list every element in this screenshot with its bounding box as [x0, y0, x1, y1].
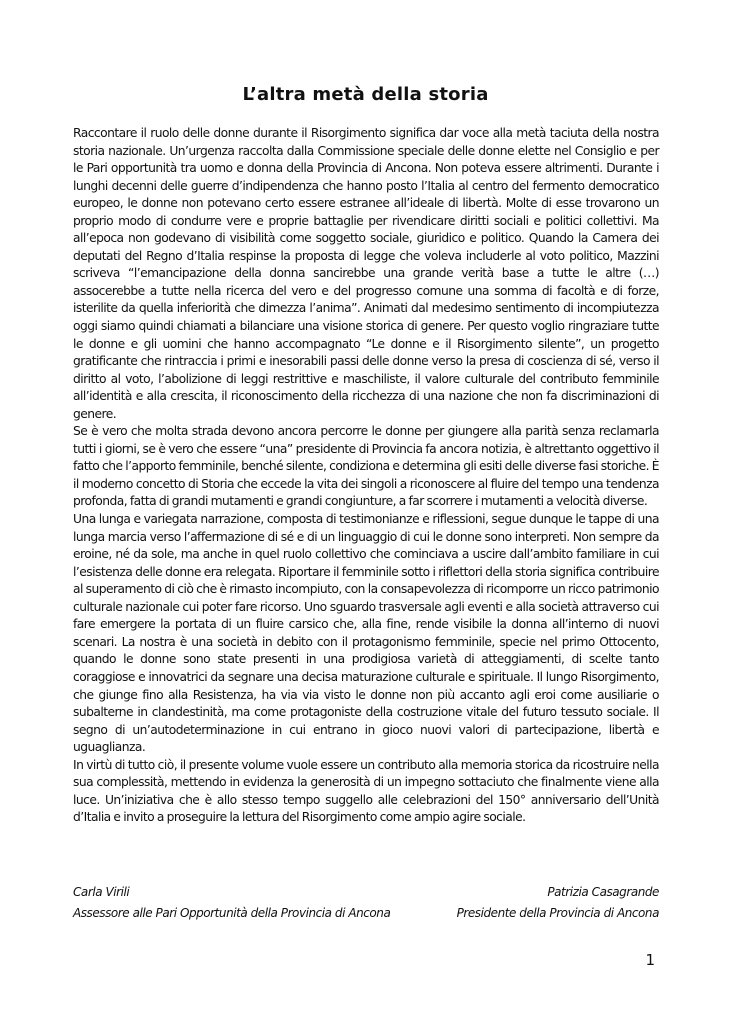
signature-name-row	[73, 882, 659, 903]
signature-left-name: Carla Virili	[73, 885, 130, 899]
signature-right-role: Presidente della Provincia di Ancona	[456, 906, 659, 920]
page-title: L’altra metà della storia	[242, 84, 489, 105]
signature-left-role: Assessore alle Pari Opportunità della Provincia di Ancona	[73, 906, 391, 920]
signature-block	[73, 882, 659, 924]
page-number: 1	[645, 951, 655, 969]
paragraph-1: Raccontare il ruolo delle donne durante il Risorgimento significa dar voce alla metà taciuta della nostra storia nazionale. Un’urgenza raccolta dalla Commissione speciale delle donne elette nel Consiglio e per le Pari opportunità tra uomo e donna della Provincia di Ancona. Non poteva essere altrimenti. Durante i lunghi decenni delle guerre d’indipendenza che hanno posto l’Italia al centro del fermento democratico europeo, le donne non potevano certo essere estranee all’ideale di libertà. Molte di esse trovarono un proprio modo di condurre vere e proprie battaglie per rivendicare diritti sociali e politici collettivi. Ma all’epoca non godevano di visibilità come soggetto sociale, giuridico e politico. Quando la Camera dei deputati del Regno d’Italia respinse la proposta di legge che voleva includerle al voto politico, Mazzini scriveva “l’emancipazione della donna sancirebbe una grande verità base a tutte le altre (…) assocerebbe a tutte nella ricerca del vero e del progresso comune una somma di facoltà e di forze, isterilite da quella inferiorità che dimezza l’anima”. Animati dal medesimo sentimento di incompiutezza oggi siamo quindi chiamati a bilanciare una visione storica di genere. Per questo voglio ringraziare tutte le donne e gli uomini che hanno accompagnato “Le donne e il Risorgimento silente”, un progetto gratificante che rintraccia i primi e inesorabili passi delle donne verso la presa di coscienza di sé, verso il diritto al voto, l’abolizione di leggi restrittive e maschiliste, il valore culturale del contributo femminile all’identità e alla crescita, il riconoscimento della ricchezza di una nazione che non fa discriminazioni di genere.	[73, 126, 659, 421]
paragraph-4: In virtù di tutto ciò, il presente volume vuole essere un contributo alla memoria storica da ricostruire nella sua complessità, mettendo in evidenza la generosità di un impegno sottaciuto che finalmente viene alla luce. Un’iniziativa che è allo stesso tempo suggello alle celebrazioni del 150° anniversario dell’Unità d’Italia e invito a proseguire la lettura del Risorgimento come ampio agire sociale.	[73, 757, 659, 825]
paragraph-3: Una lunga e variegata narrazione, composta di testimonianze e riflessioni, segue dunque le tappe di una lunga marcia verso l’affermazione di sé e di un linguaggio di cui le donne sono interpreti. Non sempre da eroine, né da sole, ma anche in quel ruolo collettivo che cominciava a uscire dall’ambito familiare in cui l’esistenza delle donne era relegata. Riportare il femminile sotto i riflettori della storia significa contribuire al superamento di ciò che è rimasto incompiuto, con la consapevolezza di ricomporre un ricco patrimonio culturale nazionale cui poter fare ricorso. Uno sguardo trasversale agli eventi e alla società attraverso cui fare emergere la portata di un fluire carsico che, alla fine, rende visibile la donna all’interno di nuovi scenari. La nostra è una società in debito con il protagonismo femminile, specie nel primo Ottocento, quando le donne sono state presenti in una prodigiosa varietà di atteggiamenti, di scelte tanto coraggiose e innovatrici da segnare una decisa maturazione culturale e spirituale. Il lungo Risorgimento, che giunge fino alla Resistenza, ha via via visto le donne non più accanto agli eroi come ausiliarie o subalterne in clandestinità, ma come protagoniste della costruzione vitale del futuro tessuto sociale. Il segno di un’autodeterminazione in cui entrano in gioco nuovi valori di partecipazione, libertà e uguaglianza.	[73, 512, 659, 755]
signature-role-row	[73, 903, 659, 924]
paragraph-2: Se è vero che molta strada devono ancora percorre le donne per giungere alla parità senza reclamarla tutti i giorni, se è vero che essere “una” presidente di Provincia fa ancora notizia, è altrettanto oggettivo il fatto che l’apporto femminile, benché silente, condiziona e determina gli esiti delle diverse fasi storiche. È il moderno concetto di Storia che eccede la vita dei singoli a riconoscere al fluire del tempo una tendenza profonda, fatta di grandi mutamenti e grandi congiunture, a far scorrere i mutamenti a velocità diverse.	[73, 424, 659, 509]
body-text	[73, 125, 659, 827]
signature-right-name: Patrizia Casagrande	[547, 885, 659, 899]
